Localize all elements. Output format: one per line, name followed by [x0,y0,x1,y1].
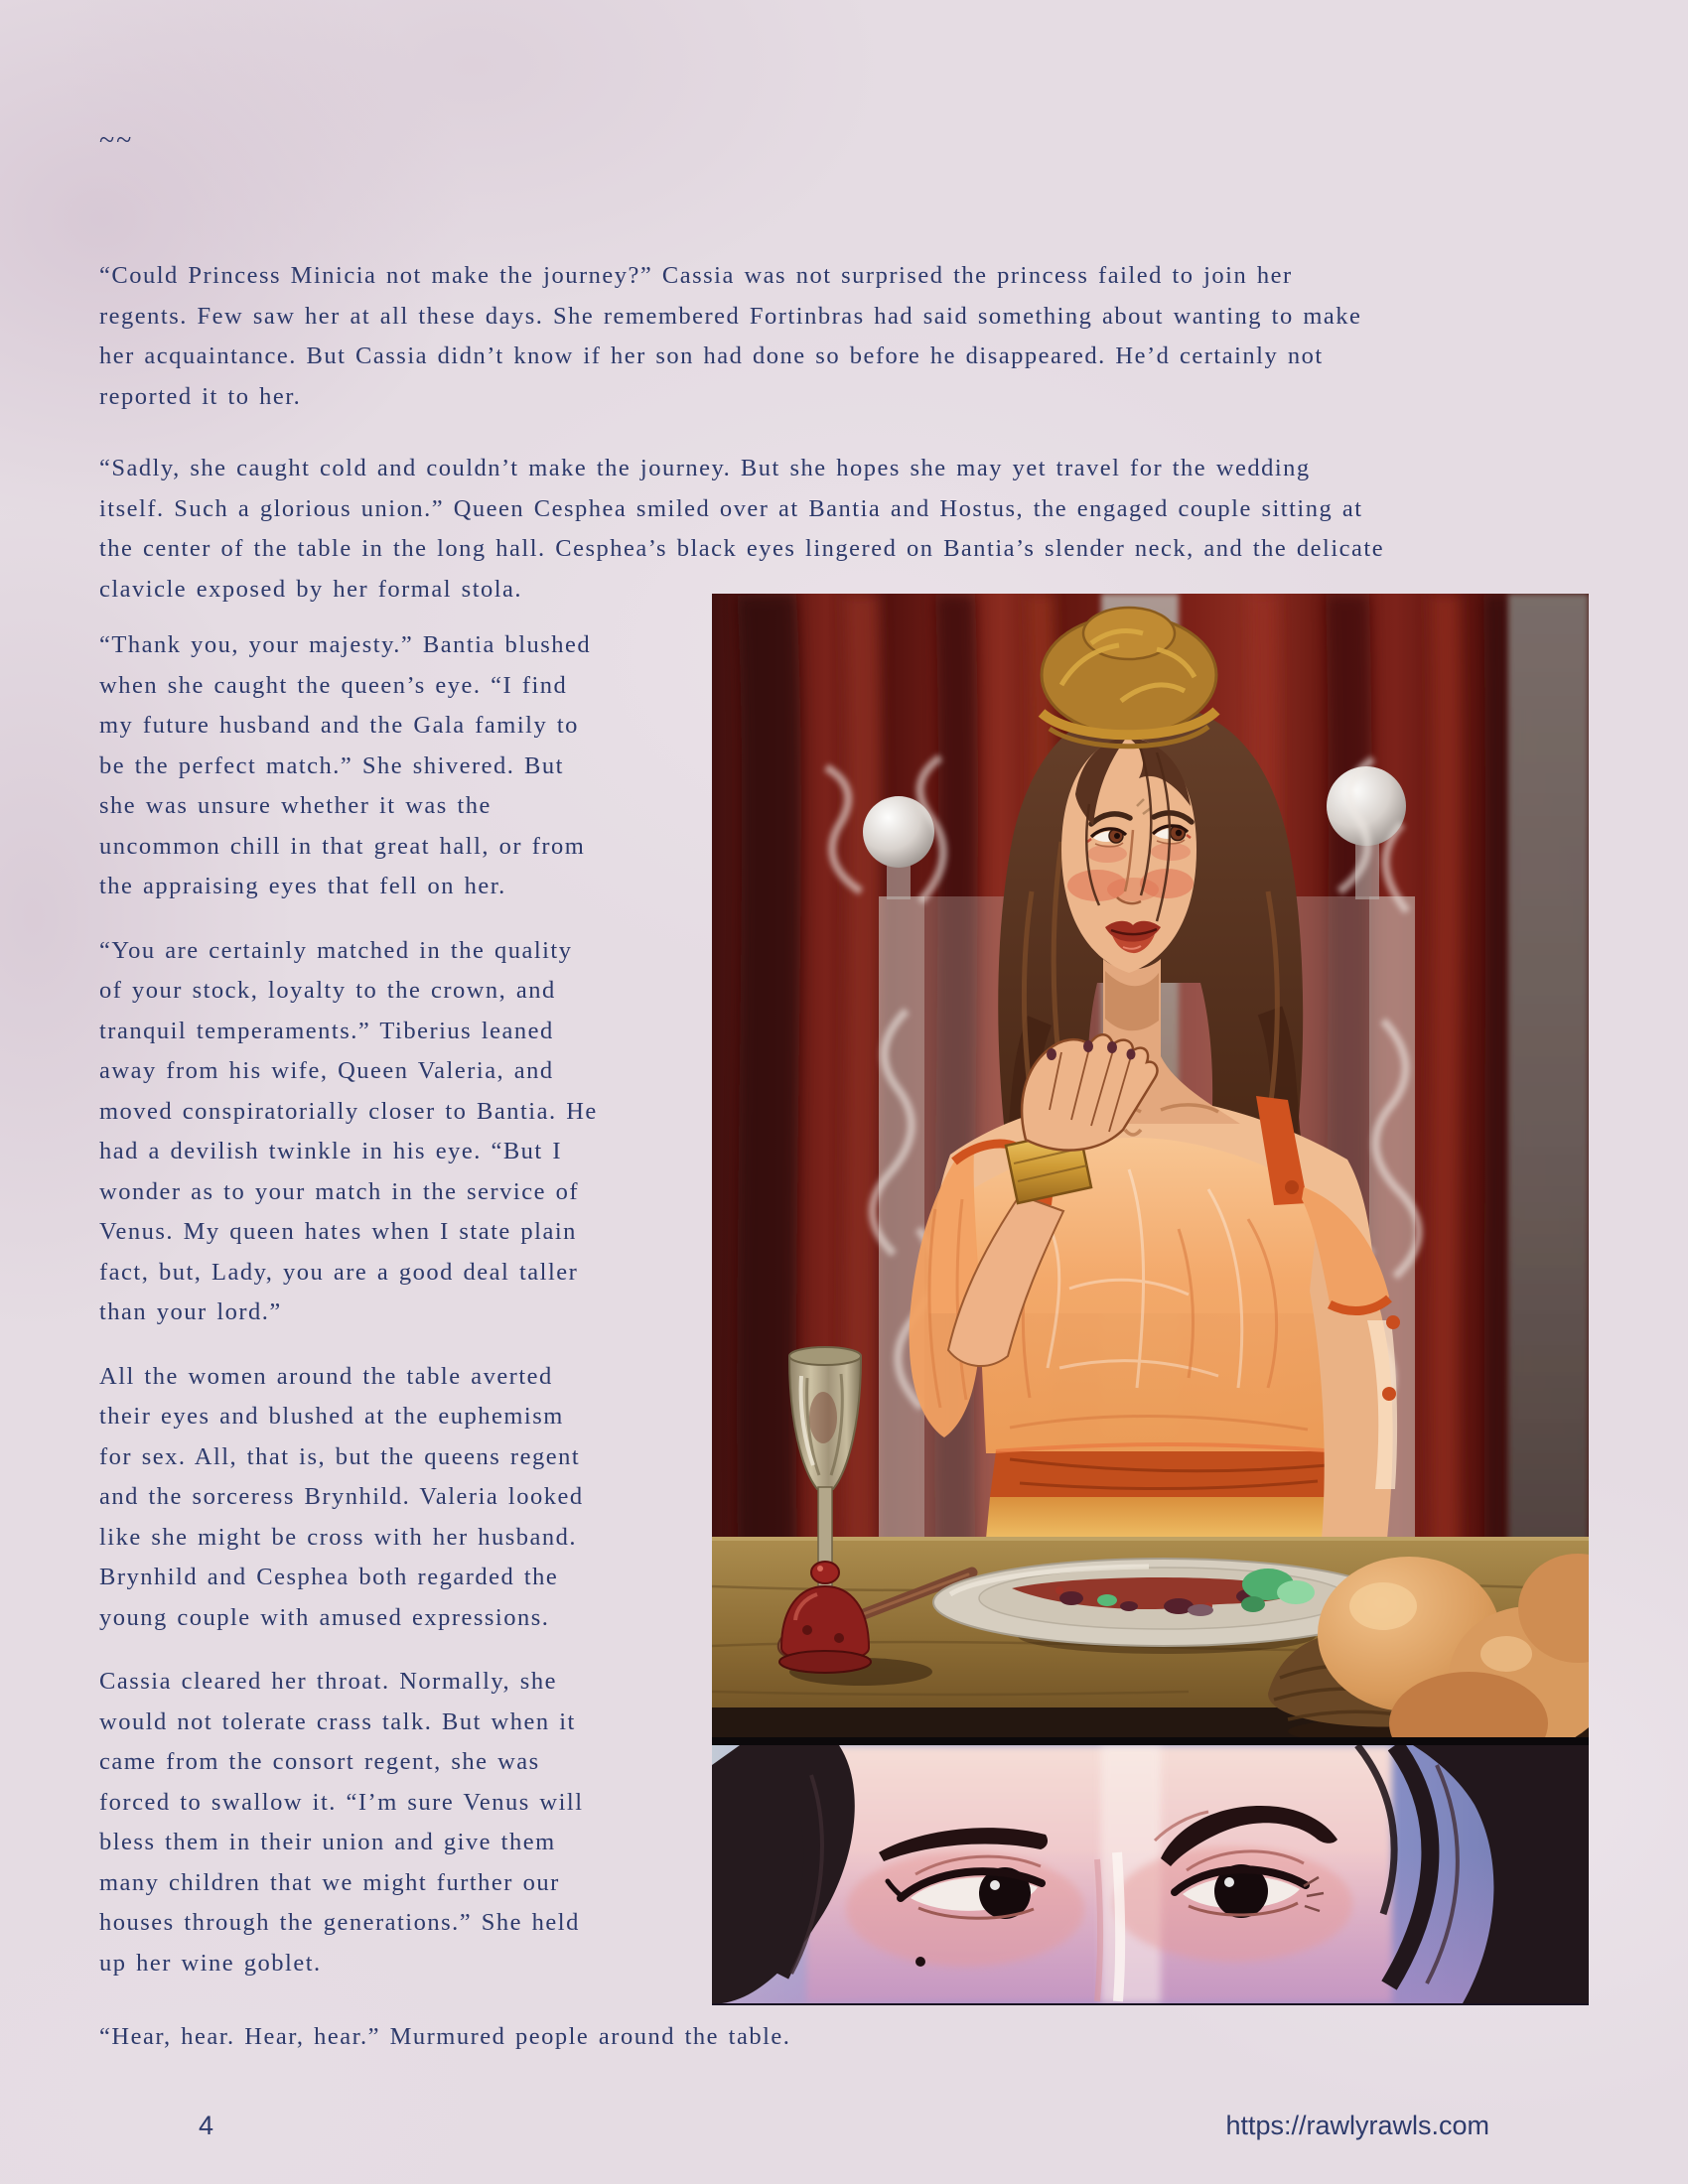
paragraph: All the women around the table averted their eyes and blushed at the euphemism for sex. All, that is, but the queens regent and the sorceress Brynhild. Valeria looked like she might be cross with her husband. Brynhild and Cesphea both regarded the young couple with amused expressions. [99,1362,584,1631]
page-number: 4 [199,2111,214,2140]
panel-banquet-scene [712,594,1589,1737]
skirt [986,1497,1349,1539]
paragraph: “Sadly, she caught cold and couldn’t make the journey. But she hopes she may yet travel for the wedding itself. Such a glorious union.” Queen Cesphea smiled over at Bantia and Hostus, the engaged couple sitting at the center of the table in the long hall. Cesphea’s black eyes lingered on Bantia’s slender neck, and the delicate clavicle exposed by her formal stola. [99,455,1385,603]
paragraph: “You are certainly matched in the quality of your stock, loyalty to the crown, and tranquil temperaments.” Tiberius leaned away from his wife, Queen Valeria, and moved conspiratorially closer to Bantia. He had a devilish twinkle in his eye. “But I wonder as to your match in the service of Venus. My queen hates when I state plain fact, but, Lady, you are a good deal taller than your lord.” [99,936,598,1325]
section-break-ornament: ~~ [99,125,134,156]
panel-separator [712,1737,1589,1745]
comic-illustration [712,594,1589,2003]
paragraph: “Could Princess Minicia not make the journey?” Cassia was not surprised the princess failed to join her regents. Few saw her at all these days. She remembered Fortinbras had said something about wanting to make her acquaintance. But Cassia didn’t know if her son had done so before he disappeared. He’d certainly not reported it to her. [99,262,1362,410]
site-url[interactable]: https://rawlyrawls.com [1225,2111,1489,2140]
paragraph: “Thank you, your majesty.” Bantia blushed when she caught the queen’s eye. “I find my future husband and the Gala family to be the perfect match.” She shivered. But she was unsure whether it was the uncommon chill in that great hall, or from the appraising eyes that fell on her. [99,631,592,899]
panel-eyes-closeup [712,1745,1589,2005]
beauty-mark [915,1957,925,1967]
paragraph: Cassia cleared her throat. Normally, she would not tolerate crass talk. But when it came from the consort regent, she was forced to swallow it. “I’m sure Venus will bless them in their union and give them many children that we might further our houses through the generations.” She held up her wine goblet. [99,1668,584,1977]
closing-paragraph: “Hear, hear. Hear, hear.” Murmured people around the table. [99,2023,791,2050]
text-column [99,625,711,2007]
sash [990,1451,1345,1497]
